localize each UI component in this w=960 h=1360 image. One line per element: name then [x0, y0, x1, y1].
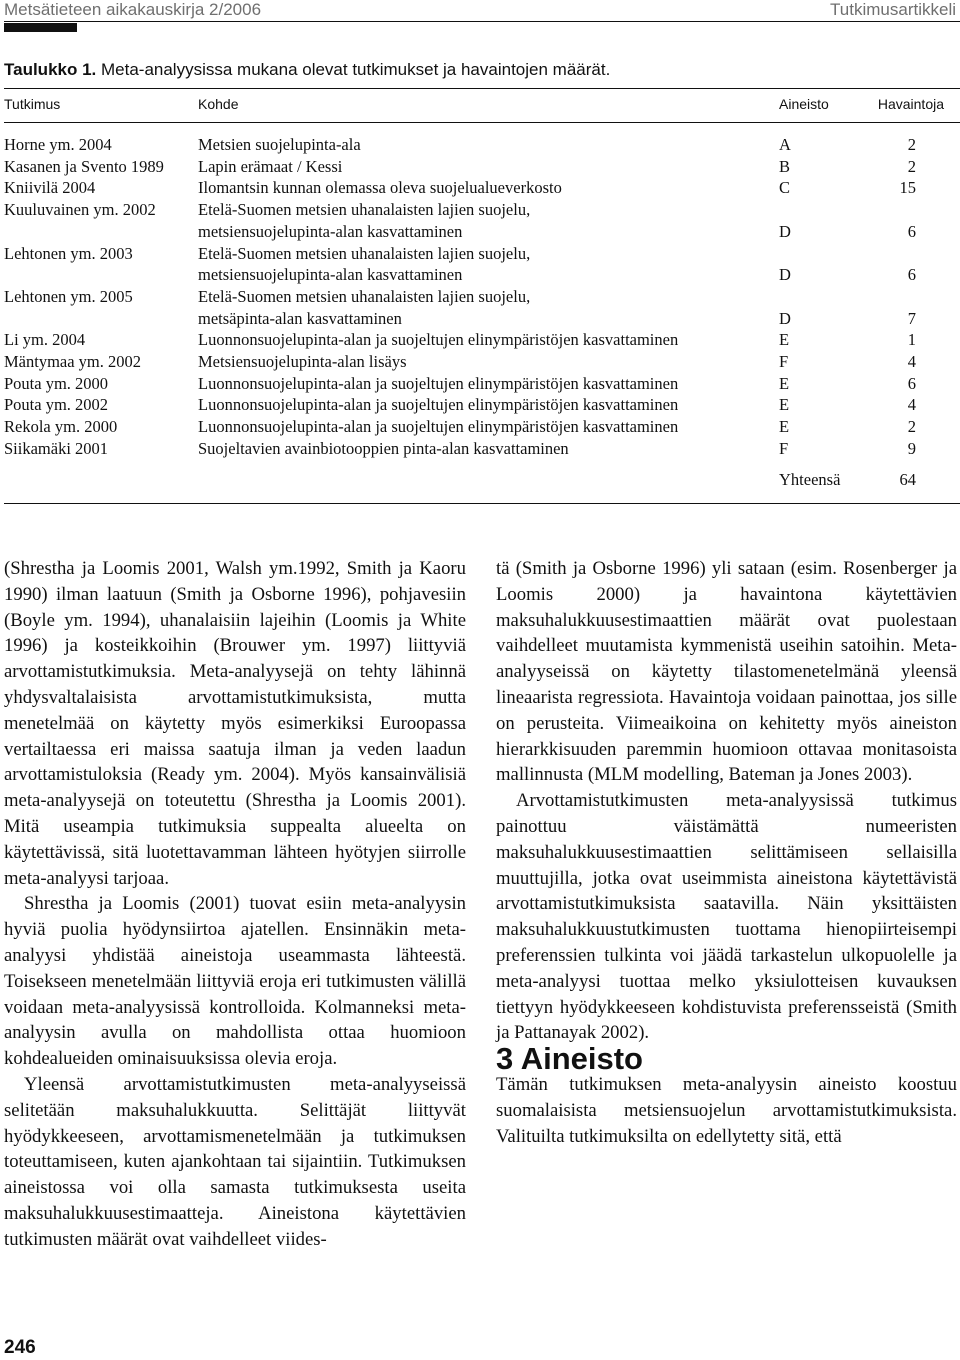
table-cell-study: Siikamäki 2001 — [4, 438, 109, 458]
body-paragraph: Tämän tutkimuksen meta-analyysin aineisto koostuu suomalaisista metsiensuojelun arvottamistutkimuksista. Valituilta tutkimuksilta on edellytetty sitä, että — [496, 1073, 957, 1147]
table-cell-obs: 4 — [907, 352, 916, 371]
table-cell-study: Pouta ym. 2002 — [4, 395, 109, 415]
table-cell-target: Luonnonsuojelupinta-alan ja suojeltujen elinympäristöjen kasvattaminen — [198, 417, 679, 437]
table-cell-data: D — [779, 265, 791, 285]
table-cell-study: Lehtonen ym. 2005 — [4, 286, 133, 306]
table-cell-obs: 15 — [899, 178, 916, 198]
table-bottom-rule — [4, 503, 960, 504]
table-cell-data: B — [779, 156, 791, 176]
table-cell-study: Kuuluvainen ym. 2002 — [4, 200, 156, 220]
table-cell-target: Luonnonsuojelupinta-alan ja suojeltujen elinympäristöjen kasvattaminen — [198, 330, 679, 350]
body-paragraph: Yleensä arvottamistutkimusten meta-analyyseissä selitetään maksuhalukkuutta. Selittäjät liittyvät hyödykkeeseen, arvottamismenetelmään ja tutkimuksen toteuttamiseen, kuten ajankohtaan tai sijaintiin. Tutkimuksen aineistossa voi olla samasta tutkimuksesta useita maksuhalukkuusestimaatteja. Aineistona käytettävien tutkimusten määrät ovat vaihdelleet viides- — [4, 1073, 466, 1250]
page-header — [0, 0, 960, 24]
table-cell-obs: 6 — [907, 373, 916, 393]
table-cell-target: metsiensuojelupinta-alan kasvattaminen — [198, 221, 463, 241]
table-cell-data: D — [779, 221, 791, 241]
table-cell-data: E — [779, 330, 790, 350]
col-header-target: Kohde — [198, 96, 239, 112]
table-cell-obs: 4 — [907, 395, 916, 415]
header-rule-bar — [4, 23, 77, 32]
table-cell-study: Kasanen ja Svento 1989 — [4, 156, 164, 176]
col-header-study: Tutkimus — [4, 96, 61, 112]
table-cell-target: Etelä-Suomen metsien uhanalaisten lajien suojelu, — [198, 200, 531, 220]
table-cell-study: Li ym. 2004 — [4, 330, 86, 350]
table-cell-target: metsiensuojelupinta-alan kasvattaminen — [198, 265, 463, 285]
table-cell-obs: 2 — [907, 417, 916, 437]
table-cell-study: Horne ym. 2004 — [4, 135, 112, 154]
table-cell-target: Etelä-Suomen metsien uhanalaisten lajien suojelu, — [198, 243, 531, 263]
table-header-rule — [4, 122, 960, 123]
table-cell-target: Metsiensuojelupinta-alan lisäys — [198, 352, 407, 371]
table-caption-label: Taulukko 1. — [4, 60, 97, 79]
table-cell-obs: 6 — [907, 221, 916, 241]
table-cell-data: D — [779, 308, 791, 328]
table-caption-text: Meta-analyysissa mukana olevat tutkimukset ja havaintojen määrät. — [96, 60, 611, 79]
table-cell-study: Rekola ym. 2000 — [4, 417, 118, 437]
table-cell-data: A — [779, 135, 791, 154]
table-cell-obs: 2 — [907, 135, 916, 154]
table-cell-target: Lapin erämaat / Kessi — [198, 156, 343, 176]
table-cell-data: E — [779, 395, 790, 415]
table-cell-target: metsäpinta-alan kasvattaminen — [198, 308, 402, 328]
col-header-data: Aineisto — [779, 96, 829, 112]
table-top-rule — [4, 88, 960, 89]
body-paragraph: (Shrestha ja Loomis 2001, Walsh ym.1992, Smith ja Kaoru 1990) ilman laatuun (Smith ja Osborne 1996), pohjavesiin (Boyle ym. 1994), uhanalaisiin lajeihin (Loomis ja White 1996) ja kosteikkoihin (Brouwer ym. 1997) liittyviä arvottamistutkimuksia. Meta-analyysejä on tehty lähinnä yhdysvaltalaisista arvottamistutkimuksista, mutta menetelmää on käytetty myös esimerkiksi Euroopassa vertailtaessa eri maissa saatuja ilman ja veden laadun arvottamistuloksia (Ready ym. 2004). Myös kansainvälisiä meta-analyysejä on toteutettu (Shrestha ja Loomis 2001). Mitä useampia tutkimuksia suppealta alueelta on käytettävissä, sitä luotettavamman lähteen hyötyjen siirrolle meta-analyysi tarjoaa. — [4, 558, 466, 889]
section-heading: 3 Aineisto — [496, 1041, 643, 1077]
table-cell-target: Suojeltavien avainbiotooppien pinta-alan kasvattaminen — [198, 438, 569, 458]
table-cell-obs: 7 — [907, 308, 916, 328]
table-cell-target: Metsien suojelupinta-ala — [198, 135, 361, 154]
table-cell-study: Pouta ym. 2000 — [4, 373, 109, 393]
body-column-right — [496, 556, 957, 1149]
table-cell-target: Luonnonsuojelupinta-alan ja suojeltujen elinympäristöjen kasvattaminen — [198, 373, 679, 393]
body-paragraph: Shrestha ja Loomis (2001) tuovat esiin meta-analyysin hyviä puolia hyödynsiirtoa ajatellen. Ensinnäkin meta-analyysi yhdistää aineistoja useammasta lähteestä. Toisekseen menetelmään liittyviä eroja eri tutkimusten välillä voidaan meta-analyysissä kontrolloida. Kolmanneksi meta-analyysin avulla on mahdollista ottaa huomioon kohdealueiden ominaisuuksissa olevia eroja. — [4, 893, 466, 1070]
header-rule — [4, 21, 960, 22]
body-column-left — [4, 556, 466, 1253]
table-cell-target: Ilomantsin kunnan olemassa oleva suojelualueverkosto — [198, 178, 562, 198]
col-header-obs: Havaintoja — [877, 96, 944, 112]
table-cell-data: F — [779, 438, 789, 458]
table-cell-obs: 2 — [907, 156, 916, 176]
table-cell-study: Mäntymaa ym. 2002 — [4, 352, 142, 371]
total-label: Yhteensä — [779, 469, 841, 489]
body-paragraph: tä (Smith ja Osborne 1996) yli sataan (esim. Rosenberger ja Loomis 2000) ja havaintona käytettävien maksuhalukkuusestimaattien määrät ovat puolestaan vaihdelleet muutamista kymmenistä useihin satoihin. Meta-analyyseissä on käytetty tilastomenetelmänä yleensä lineaarista regressiota. Havaintoja voidaan painottaa, jos sille on perusteita. Viimeaikoina on kehitetty myös aineiston hierarkkisuuden paremmin huomioon ottavaa monitasoista mallinnusta (MLM modelling, Bateman ja Jones 2003). — [496, 558, 957, 786]
table-cell-data: F — [779, 352, 789, 371]
page-number: 246 — [4, 1337, 36, 1358]
total-value: 64 — [899, 469, 916, 489]
section-label: Tutkimusartikkeli — [830, 0, 956, 19]
journal-title: Metsätieteen aikakauskirja 2/2006 — [4, 0, 262, 19]
table-cell-obs: 9 — [907, 438, 916, 458]
table-cell-target: Luonnonsuojelupinta-alan ja suojeltujen elinympäristöjen kasvattaminen — [198, 395, 679, 415]
table-cell-target: Etelä-Suomen metsien uhanalaisten lajien suojelu, — [198, 286, 531, 306]
table-cell-study: Kniivilä 2004 — [4, 178, 96, 198]
table-cell-obs: 1 — [907, 330, 916, 350]
table-cell-data: E — [779, 373, 790, 393]
table-cell-study: Lehtonen ym. 2003 — [4, 243, 133, 263]
body-paragraph: Arvottamistutkimusten meta-analyysissä tutkimus painottuu väistämättä numeeristen maksuhalukkuusestimaattien selittämiseen sellaisilla muuttujilla, jotka ovat useimmista aineistona käytettävistä arvottamistutkimuksista saatavilla. Näin yksittäisten maksuhalukkuustutkimusten tuottama hienopiirteisempi preferenssien tulkinta voi jäädä tarkastelun ulkopuolelle ja meta-analyysi tuottaa melko yksiulotteisen kuvauksen tiettyyn hyödykkeeseen kohdistuvista preferensseistä (Smith ja Pattanayak 2002). — [496, 790, 957, 1044]
table-caption — [4, 60, 610, 80]
table-cell-data: E — [779, 417, 790, 437]
table-cell-data: C — [779, 178, 791, 198]
table-cell-obs: 6 — [907, 265, 916, 285]
